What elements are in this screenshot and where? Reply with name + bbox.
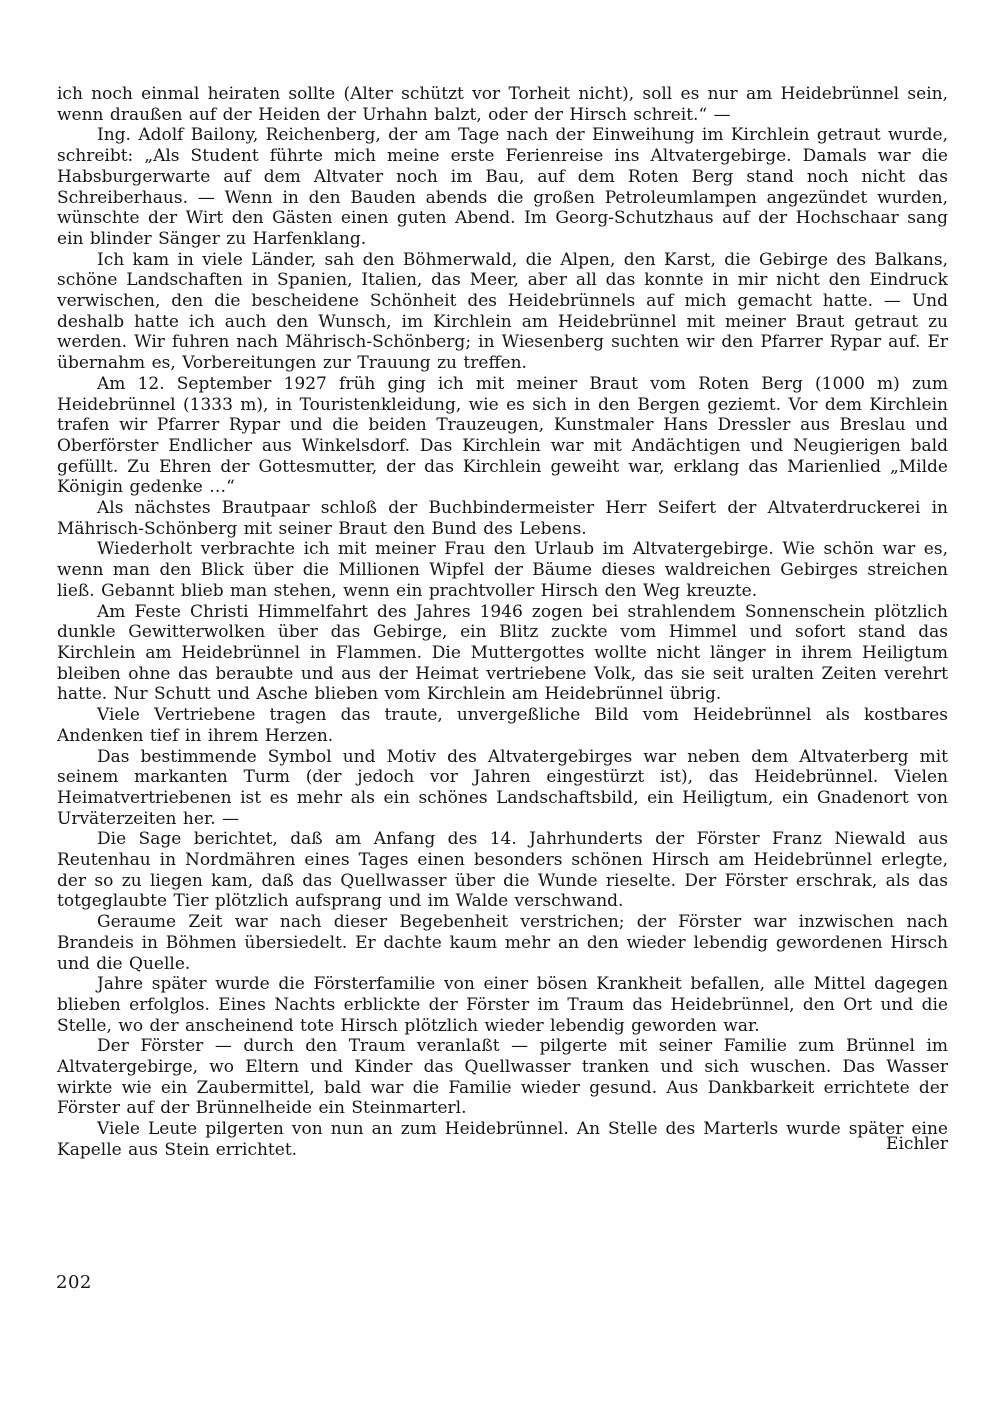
paragraph: Wiederholt verbrachte ich mit meiner Frau den Urlaub im Altvatergebirge. Wie schön war es, wenn man den Blick über die Millionen Wipfel der Bäume dieses waldreichen Gebirges streichen ließ. Gebannt blieb man stehen, wenn ein prachtvoller Hirsch den Weg kreuzte. bbox=[57, 539, 948, 601]
paragraph: Viele Leute pilgerten von nun an zum Heidebrünnel. An Stelle des Marterls wurde später eine Kapelle aus Stein errichtet. bbox=[57, 1119, 948, 1160]
paragraph: Am 12. September 1927 früh ging ich mit meiner Braut vom Roten Berg (1000 m) zum Heidebrünnel (1333 m), in Touristenkleidung, wie es sich in den Bergen geziemt. Vor dem Kirchlein trafen wir Pfarrer Rypar und die beiden Trauzeugen, Kunstmaler Hans Dressler aus Breslau und Oberförster Endlicher aus Winkelsdorf. Das Kirchlein war mit Andächtigen und Neugierigen bald gefüllt. Zu Ehren der Gottesmutter, der das Kirchlein geweiht war, erklang das Marienlied „Milde Königin gedenke …“ bbox=[57, 373, 948, 498]
paragraph-continuation: ich noch einmal heiraten sollte (Alter schützt vor Torheit nicht), soll es nur am Heidebrünnel sein, wenn draußen auf der Heiden der Urhahn balzt, oder der Hirsch schreit.“ — bbox=[57, 84, 948, 125]
paragraph: Ich kam in viele Länder, sah den Böhmerwald, die Alpen, den Karst, die Gebirge des Balkans, schöne Landschaften in Spanien, Italien, das Meer, aber all das konnte in mir nicht den Eindruck verwischen, den die bescheidene Schönheit des Heidebrünnels auf mich gemacht hatte. — Und deshalb hatte ich auch den Wunsch, im Kirchlein am Heidebrünnel mit meiner Braut getraut zu werden. Wir fuhren nach Mährisch-Schönberg; in Wiesenberg suchten wir den Pfarrer Rypar auf. Er übernahm es, Vorbereitungen zur Trauung zu treffen. bbox=[57, 249, 948, 374]
paragraph: Jahre später wurde die Försterfamilie von einer bösen Krankheit befallen, alle Mittel dagegen blieben erfolglos. Eines Nachts erblickte der Förster im Traum das Heidebrünnel, den Ort und die Stelle, wo der anscheinend tote Hirsch plötzlich wieder lebendig geworden war. bbox=[57, 974, 948, 1036]
paragraph: Als nächstes Brautpaar schloß der Buchbindermeister Herr Seifert der Altvaterdruckerei in Mährisch-Schönberg mit seiner Braut den Bund des Lebens. bbox=[57, 498, 948, 539]
body-text bbox=[57, 84, 948, 1161]
page-number: 202 bbox=[56, 1272, 92, 1293]
author-signature: Eichler bbox=[886, 1133, 948, 1154]
paragraph: Die Sage berichtet, daß am Anfang des 14. Jahrhunderts der Förster Franz Niewald aus Reutenhau in Nordmähren eines Tages einen besonders schönen Hirsch am Heidebrünnel erlegte, der so zu liegen kam, daß das Quellwasser über die Wunde rieselte. Der Förster erschrak, als das totgeglaubte Tier plötzlich aufsprang und im Walde verschwand. bbox=[57, 829, 948, 912]
paragraph: Viele Vertriebene tragen das traute, unvergeßliche Bild vom Heidebrünnel als kostbares Andenken tief in ihrem Herzen. bbox=[57, 705, 948, 746]
paragraph: Am Feste Christi Himmelfahrt des Jahres 1946 zogen bei strahlendem Sonnenschein plötzlich dunkle Gewitterwolken über das Gebirge, ein Blitz zuckte vom Himmel und sofort stand das Kirchlein am Heidebrünnel in Flammen. Die Muttergottes wollte nicht länger in ihrem Heiligtum bleiben ohne das beraubte und aus der Heimat vertriebene Volk, das sie seit uralten Zeiten verehrt hatte. Nur Schutt und Asche blieben vom Kirchlein am Heidebrünnel übrig. bbox=[57, 601, 948, 705]
paragraph: Der Förster — durch den Traum veranlaßt — pilgerte mit seiner Familie zum Brünnel im Altvatergebirge, wo Eltern und Kinder das Quellwasser tranken und sich wuschen. Das Wasser wirkte wie ein Zaubermittel, bald war die Familie wieder gesund. Aus Dankbarkeit errichtete der Förster auf der Brünnelheide ein Steinmarterl. bbox=[57, 1036, 948, 1119]
paragraph: Das bestimmende Symbol und Motiv des Altvatergebirges war neben dem Altvaterberg mit seinem markanten Turm (der jedoch vor Jahren eingestürzt ist), das Heidebrünnel. Vielen Heimatvertriebenen ist es mehr als ein schönes Landschaftsbild, ein Heiligtum, ein Gnadenort von Urväterzeiten her. — bbox=[57, 746, 948, 829]
paragraph: Geraume Zeit war nach dieser Begebenheit verstrichen; der Förster war inzwischen nach Brandeis in Böhmen übersiedelt. Er dachte kaum mehr an den wieder lebendig gewordenen Hirsch und die Quelle. bbox=[57, 912, 948, 974]
paragraph: Ing. Adolf Bailony, Reichenberg, der am Tage nach der Einweihung im Kirchlein getraut wurde, schreibt: „Als Student führte mich meine erste Ferienreise ins Altvatergebirge. Damals war die Habsburgerwarte auf dem Altvater noch im Bau, auf dem Roten Berg stand noch nicht das Schreiberhaus. — Wenn in den Bauden abends die großen Petroleumlampen angezündet wurden, wünschte der Wirt den Gästen einen guten Abend. Im Georg-Schutzhaus auf der Hochschaar sang ein blinder Sänger zu Harfenklang. bbox=[57, 125, 948, 249]
